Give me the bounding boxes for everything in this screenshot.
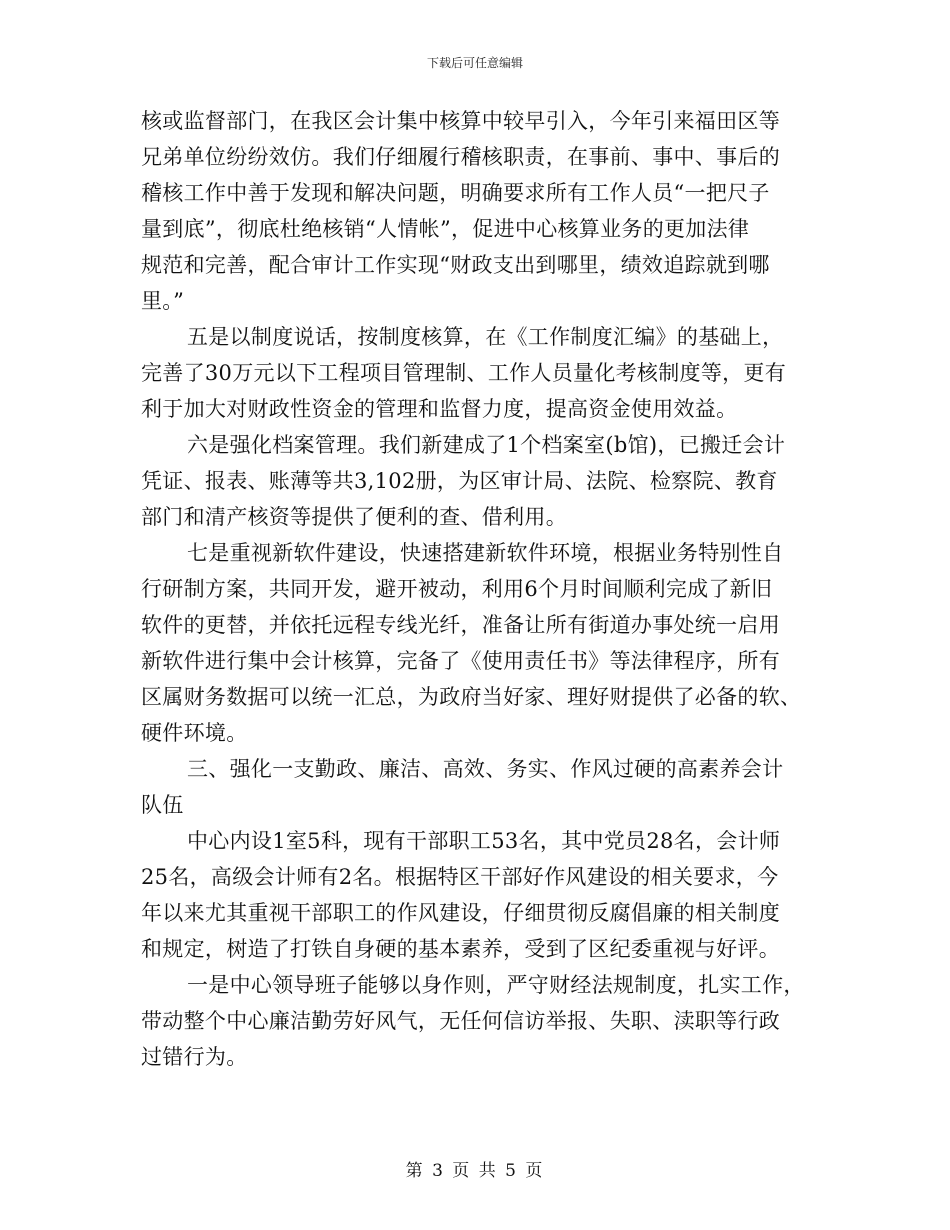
text-line: 带动整个中心廉洁勤劳好风气，无任何信访举报、失职、渎职等行政 (141, 1009, 780, 1033)
text-line: 规范和完善，配合审计工作实现“财政支出到哪里，绩效追踪就到哪 (141, 253, 770, 277)
text-line: 和规定，树造了打铁自身硬的基本素养，受到了区纪委重视与好评。 (141, 937, 780, 961)
page-footer: 第 3 页 共 5 页 (405, 1161, 545, 1181)
text-line: 核或监督部门，在我区会计集中核算中较早引入，今年引来福田区等 (141, 109, 780, 133)
page-header: 下载后可任意编辑 (426, 56, 523, 70)
text-line: 部门和清产核资等提供了便利的查、借利用。 (141, 505, 567, 529)
paragraph-start-line: 一是中心领导班子能够以身作则，严守财经法规制度，扎实工作， (187, 973, 805, 997)
section-heading-line: 三、强化一支勤政、廉洁、高效、务实、作风过硬的高素养会计 (187, 757, 784, 781)
text-line: 凭证、报表、账薄等共3,102册，为区审计局、法院、检察院、教育 (141, 469, 778, 493)
text-line: 完善了30万元以下工程项目管理制、工作人员量化考核制度等，更有 (141, 361, 787, 385)
text-line: 兄弟单位纷纷效仿。我们仔细履行稽核职责，在事前、事中、事后的 (141, 145, 780, 169)
text-line: 行研制方案，共同开发，避开被动，利用6个月时间顺利完成了新旧 (141, 577, 773, 601)
text-line: 利于加大对财政性资金的管理和监督力度，提高资金使用效益。 (141, 397, 738, 421)
text-line: 新软件进行集中会计核算，完备了《使用责任书》等法律程序，所有 (141, 649, 780, 673)
text-line: 区属财务数据可以统一汇总，为政府当好家、理好财提供了必备的软、 (141, 685, 802, 709)
document-body (141, 103, 811, 1075)
text-line: 25名，高级会计师有2名。根据特区干部好作风建设的相关要求，今 (141, 865, 779, 889)
paragraph-start-line: 中心内设1室5科，现有干部职工53名，其中党员28名，会计师 (187, 829, 781, 853)
text-line: 过错行为。 (141, 1045, 248, 1069)
text-line: 软件的更替，并依托远程专线光纤，准备让所有街道办事处统一启用 (141, 613, 780, 637)
text-line: 里。” (141, 289, 185, 313)
text-line: 硬件环境。 (141, 721, 248, 745)
paragraph-start-line: 七是重视新软件建设，快速搭建新软件环境，根据业务特别性自 (187, 541, 784, 565)
paragraph-start-line: 六是强化档案管理。我们新建成了1个档案室(b馆)，已搬迁会计 (187, 433, 786, 457)
section-heading-line: 队伍 (141, 793, 184, 817)
text-line: 稽核工作中善于发现和解决问题，明确要求所有工作人员“一把尺子 (141, 181, 770, 205)
text-line: 年以来尤其重视干部职工的作风建设，仔细贯彻反腐倡廉的相关制度 (141, 901, 780, 925)
paragraph-start-line: 五是以制度说话，按制度核算，在《工作制度汇编》的基础上， (187, 325, 784, 349)
text-line: 量到底”，彻底杜绝核销“人情帐”，促进中心核算业务的更加法律 (141, 217, 750, 241)
